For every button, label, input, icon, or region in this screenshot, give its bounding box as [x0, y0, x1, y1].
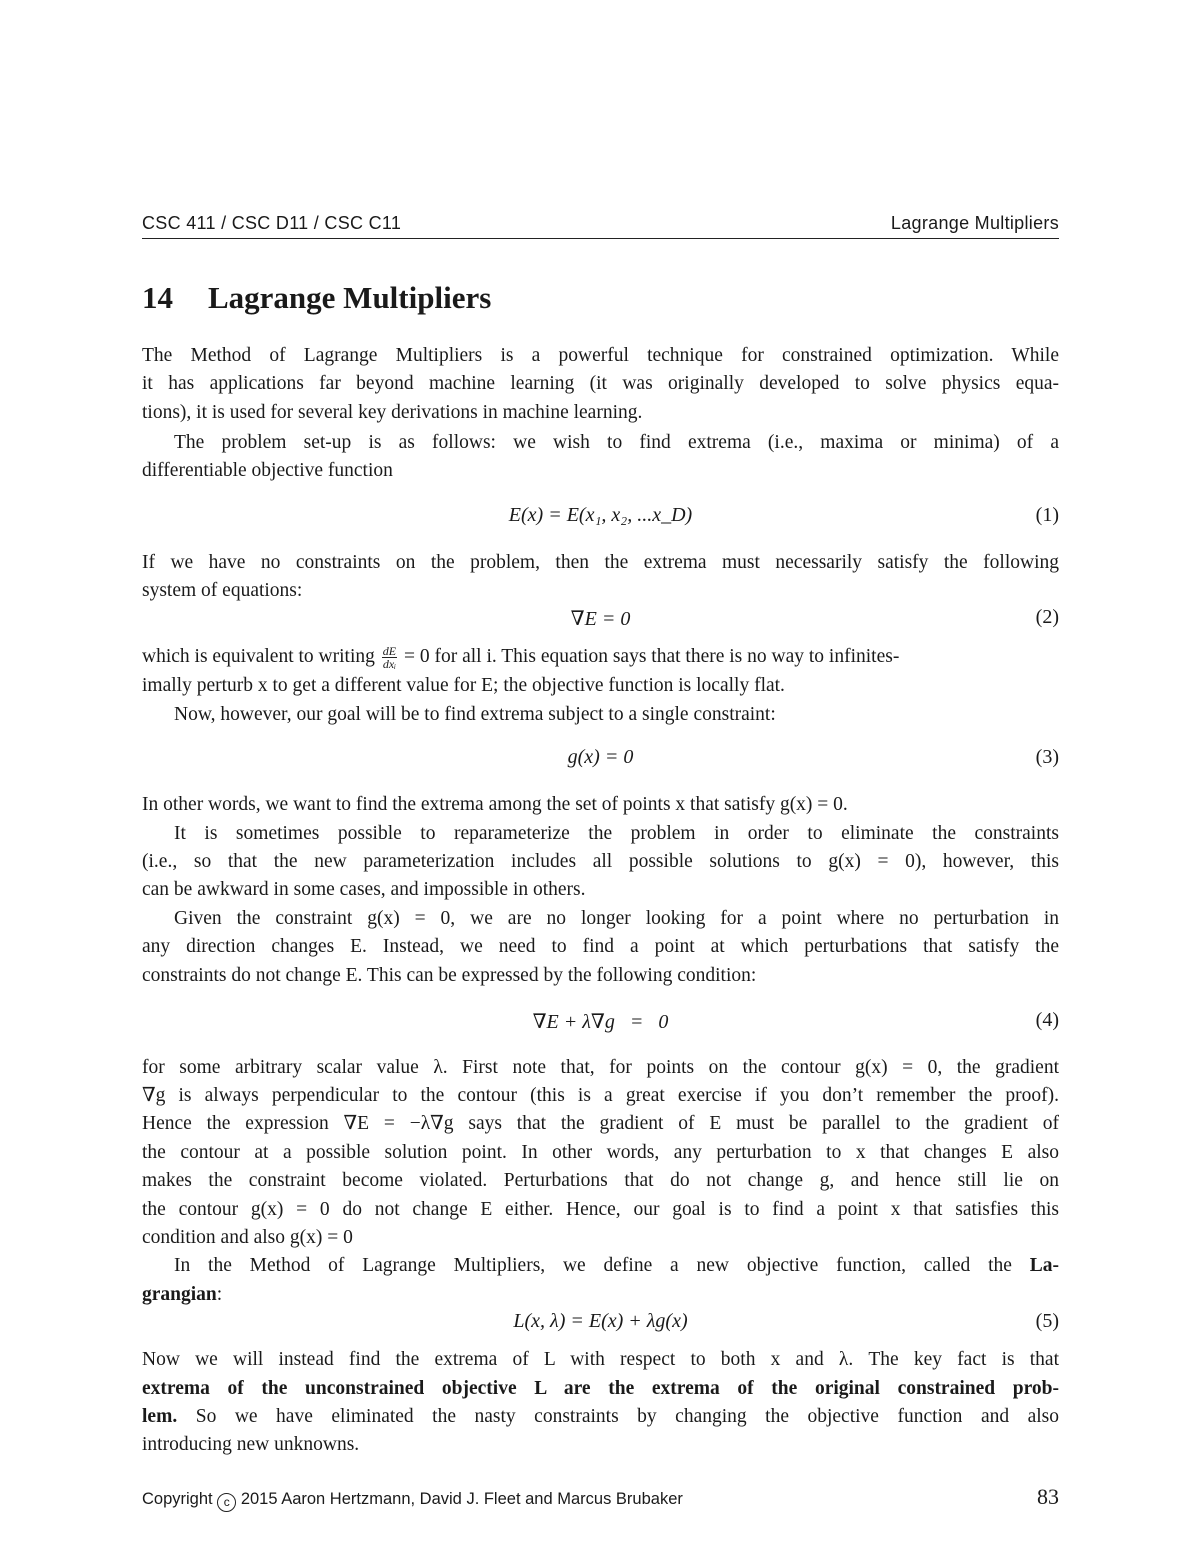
paragraph-line: ∇g is always perpendicular to the contour (this is a great exercise if you don’t remember the proof).	[142, 1085, 1059, 1106]
equation-number: (4)	[1035, 1009, 1059, 1031]
paragraph-line: Given the constraint g(x) = 0, we are no longer looking for a point where no perturbation in	[174, 908, 1059, 929]
paragraph-line: condition and also g(x) = 0	[142, 1227, 353, 1248]
paragraph-line: (i.e., so that the new parameterization includes all possible solutions to g(x) = 0), however, this	[142, 851, 1059, 872]
equation-expression: ∇E + λ∇g = 0	[532, 1011, 669, 1033]
equation-number: (1)	[1035, 504, 1059, 526]
section-number: 14	[142, 280, 173, 315]
paragraph-line: the contour at a possible solution point. In other words, any perturbation to x that changes E also	[142, 1142, 1059, 1163]
derivative-fraction	[382, 645, 397, 670]
bold-statement: extrema of the unconstrained objective L are the extrema of the original constrained prob-	[142, 1378, 1059, 1399]
equation-number: (3)	[1035, 746, 1059, 768]
paragraph-line: for some arbitrary scalar value λ. First note that, for points on the contour g(x) = 0, the gradient	[142, 1057, 1059, 1078]
paragraph-line: Now we will instead find the extrema of L with respect to both x and λ. The key fact is that	[142, 1349, 1059, 1370]
copyright-text: 2015 Aaron Hertzmann, David J. Fleet and Marcus Brubaker	[240, 1490, 683, 1508]
equation-2	[142, 606, 1059, 634]
paragraph-line: the contour g(x) = 0 do not change E either. Hence, our goal is to find a point x that satisfies this	[142, 1199, 1059, 1220]
paragraph-line: differentiable objective function	[142, 460, 393, 481]
copyright-symbol: c	[217, 1493, 236, 1512]
paragraph-line	[142, 1404, 1059, 1430]
line-segment: :	[216, 1284, 223, 1305]
equation-expression: ∇E = 0	[570, 608, 631, 630]
line-segment: So we have eliminated the nasty constraints by changing the objective function and also	[195, 1406, 1060, 1427]
paragraph-line: If we have no constraints on the problem, then the extrema must necessarily satisfy the following	[142, 552, 1059, 573]
equation-5	[142, 1310, 1059, 1338]
section-heading	[142, 280, 491, 316]
paragraph-line	[142, 644, 1059, 670]
paragraph-line: Now, however, our goal will be to find extrema subject to a single constraint:	[174, 704, 776, 725]
equation-1	[142, 504, 1059, 532]
equation-number: (2)	[1035, 606, 1059, 628]
paragraph-line: It is sometimes possible to reparameterize the problem in order to eliminate the constraints	[174, 823, 1059, 844]
fraction-denominator: dxᵢ	[382, 657, 397, 672]
paragraph-line: tions), it is used for several key derivations in machine learning.	[142, 402, 643, 423]
paragraph-line: The problem set-up is as follows: we wish to find extrema (i.e., maxima or minima) of a	[174, 432, 1059, 453]
paragraph-line	[142, 1282, 1059, 1308]
paragraph-line: any direction changes E. Instead, we need to find a point at which perturbations that satisfy the	[142, 936, 1059, 957]
paragraph-line: imally perturb x to get a different value for E; the objective function is locally flat.	[142, 675, 785, 696]
paragraph-line: makes the constraint become violated. Perturbations that do not change g, and hence still lie on	[142, 1170, 1059, 1191]
paragraph-line: In other words, we want to find the extrema among the set of points x that satisfy g(x) = 0.	[142, 794, 848, 815]
line-segment: = 0 for all i. This equation says that there is no way to infinites-	[403, 646, 900, 667]
page-number: 83	[1037, 1484, 1059, 1509]
equation-number: (5)	[1035, 1310, 1059, 1332]
bold-statement: lem.	[142, 1406, 178, 1427]
copyright-label: Copyright	[142, 1490, 213, 1508]
equation-3	[142, 746, 1059, 774]
paragraph-line: constraints do not change E. This can be expressed by the following condition:	[142, 965, 757, 986]
running-header	[142, 210, 1059, 239]
paragraph-line: introducing new unknowns.	[142, 1434, 360, 1455]
paragraph-line: system of equations:	[142, 580, 303, 601]
paragraph-line	[142, 1253, 1059, 1279]
paragraph-line	[142, 1376, 1059, 1402]
equation-expression: L(x, λ) = E(x) + λg(x)	[513, 1310, 688, 1332]
paragraph-line: it has applications far beyond machine learning (it was originally developed to solve physics equa-	[142, 373, 1059, 394]
fraction-numerator: dE	[382, 644, 397, 659]
paragraph-line: Hence the expression ∇E = −λ∇g says that the gradient of E must be parallel to the gradient of	[142, 1113, 1059, 1134]
bold-term: grangian	[142, 1284, 217, 1305]
paragraph-line: can be awkward in some cases, and impossible in others.	[142, 879, 586, 900]
line-segment: which is equivalent to writing	[142, 646, 375, 667]
equation-expression: g(x) = 0	[567, 746, 634, 768]
course-codes: CSC 411 / CSC D11 / CSC C11	[142, 213, 402, 233]
bold-term: La-	[1029, 1255, 1059, 1276]
header-topic: Lagrange Multipliers	[890, 213, 1059, 233]
equation-expression: E(x) = E(x₁, x₂, ...x_D)	[508, 504, 693, 526]
paragraph-line: The Method of Lagrange Multipliers is a powerful technique for constrained optimization. While	[142, 345, 1059, 366]
section-title: Lagrange Multipliers	[208, 280, 492, 315]
equation-4	[142, 1009, 1059, 1037]
page-footer	[142, 1484, 1059, 1512]
line-segment: In the Method of Lagrange Multipliers, we define a new objective function, called the	[174, 1255, 1012, 1276]
